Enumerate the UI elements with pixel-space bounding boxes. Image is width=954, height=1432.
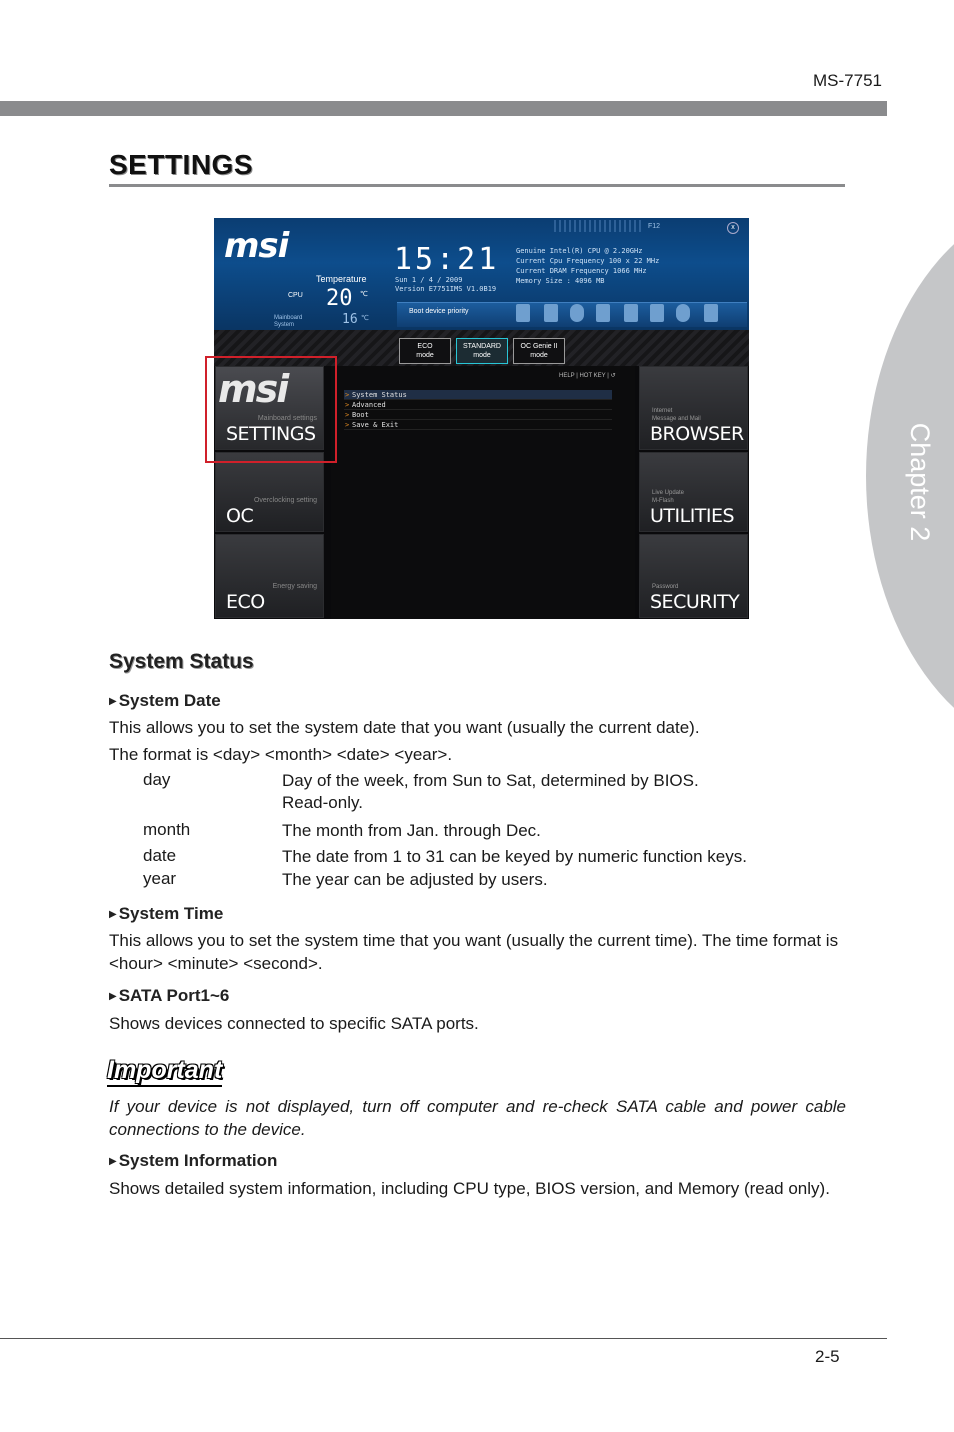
tile-sub-line: Password	[652, 584, 679, 590]
mode-label: ECO	[417, 343, 433, 350]
tile-sub-line: Internet	[652, 408, 673, 414]
sata-desc: Shows devices connected to specific SATA ports.	[109, 1014, 479, 1033]
boot-priority-label: Boot device priority	[409, 308, 469, 315]
section-title-rule	[109, 184, 845, 187]
heading-text: System Date	[118, 691, 221, 710]
mainboard-temp-value: 16	[342, 312, 358, 327]
footer-rule	[0, 1338, 887, 1339]
info-line: Current DRAM Frequency 1066 MHz	[516, 267, 647, 275]
model-number: MS-7751	[813, 71, 882, 90]
mode-sublabel: mode	[473, 352, 491, 359]
triangle-bullet-icon: ▶	[109, 991, 117, 1002]
tile-label: UTILITIES	[650, 505, 735, 527]
header-bar	[0, 101, 887, 116]
standard-mode-button[interactable]	[456, 338, 508, 364]
system-time-desc: This allows you to set the system time that you want (usually the current time). The time format is <hour> <minute> <second>.	[109, 931, 839, 973]
eco-tile[interactable]	[215, 534, 324, 618]
temperature-label: Temperature	[316, 274, 367, 284]
def-year: The year can be adjusted by users.	[282, 870, 548, 889]
menu-item-boot[interactable]: > Boot	[344, 410, 612, 420]
heading-text: System Information	[118, 1151, 278, 1170]
msi-logo: msi	[224, 226, 289, 266]
hdd-icon[interactable]	[544, 304, 558, 322]
system-date-format: The format is <day> <month> <date> <year>.	[109, 745, 453, 764]
def-date: The date from 1 to 31 can be keyed by numeric function keys.	[282, 847, 747, 866]
msi-logo: msi	[218, 367, 288, 411]
system-information-desc: Shows detailed system information, including CPU type, BIOS version, and Memory (read only).	[109, 1179, 830, 1198]
help-bar[interactable]: HELP | HOT KEY | ↺	[559, 373, 616, 379]
tile-label: ECO	[226, 591, 265, 613]
browser-tile[interactable]	[639, 366, 748, 450]
tile-label: SETTINGS	[226, 423, 316, 445]
def-day	[282, 770, 842, 814]
usb-device-icon[interactable]	[650, 304, 664, 322]
important-heading: Important	[107, 1055, 222, 1087]
cpu-temp-label: CPU	[288, 292, 303, 299]
menu-item-system-status[interactable]: > System Status	[344, 390, 612, 400]
security-tile[interactable]	[639, 534, 748, 618]
page-number: 2-5	[815, 1347, 840, 1366]
def-line: Read-only.	[282, 793, 363, 812]
usb-device-icon[interactable]	[624, 304, 638, 322]
oc-tile[interactable]	[215, 452, 324, 532]
info-line: Genuine Intel(R) CPU @ 2.20GHz	[516, 247, 643, 255]
menu-item-advanced[interactable]: > Advanced	[344, 400, 612, 410]
menu-item-save-exit[interactable]: > Save & Exit	[344, 420, 612, 430]
system-date-heading	[109, 691, 221, 711]
tile-label: BROWSER	[650, 423, 744, 445]
system-information-heading	[109, 1151, 277, 1171]
tile-sub-label	[652, 583, 678, 591]
tile-label: SECURITY	[650, 591, 740, 613]
bios-date	[395, 276, 496, 294]
section-title: SETTINGS	[109, 149, 254, 180]
sata-heading	[109, 986, 229, 1006]
tile-sub-label: Energy saving	[272, 583, 317, 590]
mode-sublabel: mode	[416, 352, 434, 359]
tile-label: OC	[226, 505, 254, 527]
card-reader-icon[interactable]	[596, 304, 610, 322]
usb-disc-icon[interactable]	[676, 304, 690, 322]
oc-genie-mode-button[interactable]	[513, 338, 565, 364]
def-month: The month from Jan. through Dec.	[282, 821, 541, 840]
cpu-temp-unit: ℃	[360, 291, 368, 298]
optical-disc-icon[interactable]	[570, 304, 584, 322]
utilities-tile[interactable]	[639, 452, 748, 532]
bios-version-line: Version E7751IMS V1.0B19	[395, 285, 497, 293]
mode-label: STANDARD	[463, 343, 501, 350]
term-month: month	[143, 820, 191, 839]
tile-sub-line: Message and Mail	[652, 416, 701, 422]
system-date-desc: This allows you to set the system date that you want (usually the current date).	[109, 718, 700, 737]
tile-sub-label: Overclocking setting	[253, 497, 317, 504]
triangle-bullet-icon: ▶	[109, 1156, 117, 1167]
system-info-panel	[516, 246, 659, 286]
heading-text: SATA Port1~6	[118, 986, 230, 1005]
term-date: date	[143, 846, 177, 865]
system-time-heading	[109, 904, 223, 924]
system-status-heading: System Status	[109, 650, 254, 673]
tile-sub-label	[652, 489, 684, 505]
info-line: Memory Size : 4096 MB	[516, 277, 605, 285]
term-day: day	[143, 770, 171, 789]
term-year: year	[143, 869, 177, 888]
triangle-bullet-icon: ▶	[109, 909, 117, 920]
selection-highlight	[205, 356, 337, 463]
triangle-bullet-icon: ▶	[109, 696, 117, 707]
bios-menu	[344, 390, 612, 430]
mainboard-temp-unit: ℃	[361, 315, 369, 322]
eco-mode-button[interactable]	[399, 338, 451, 364]
tile-sub-label	[652, 407, 701, 423]
bios-date-line: Sun 1 / 4 / 2009	[395, 276, 463, 284]
bios-clock: 15:21	[394, 242, 500, 277]
network-boot-icon[interactable]	[704, 304, 718, 322]
important-note: If your device is not displayed, turn off computer and re-check SATA cable and power cable connections to the device.	[109, 1097, 846, 1139]
mode-label: OC Genie II	[520, 343, 558, 350]
mode-sublabel: mode	[530, 352, 548, 359]
info-line: Current Cpu Frequency 100 x 22 MHz	[516, 257, 660, 265]
chapter-label: Chapter 2	[905, 422, 935, 542]
usb-device-icon[interactable]	[516, 304, 530, 322]
f12-screenshot-button[interactable]: F12	[648, 223, 661, 230]
tile-sub-label: Mainboard settings	[257, 415, 317, 422]
mainboard-temp-label: Mainboard System	[274, 315, 303, 328]
cpu-temp-value: 20	[326, 286, 353, 311]
def-line: Day of the week, from Sun to Sat, determined by BIOS.	[282, 771, 699, 790]
tile-sub-line: Live Update	[652, 490, 685, 496]
close-icon[interactable]: x	[727, 222, 739, 234]
heading-text: System Time	[118, 904, 224, 923]
tile-sub-line: M-Flash	[652, 498, 674, 504]
bios-decor-dots	[554, 220, 644, 232]
